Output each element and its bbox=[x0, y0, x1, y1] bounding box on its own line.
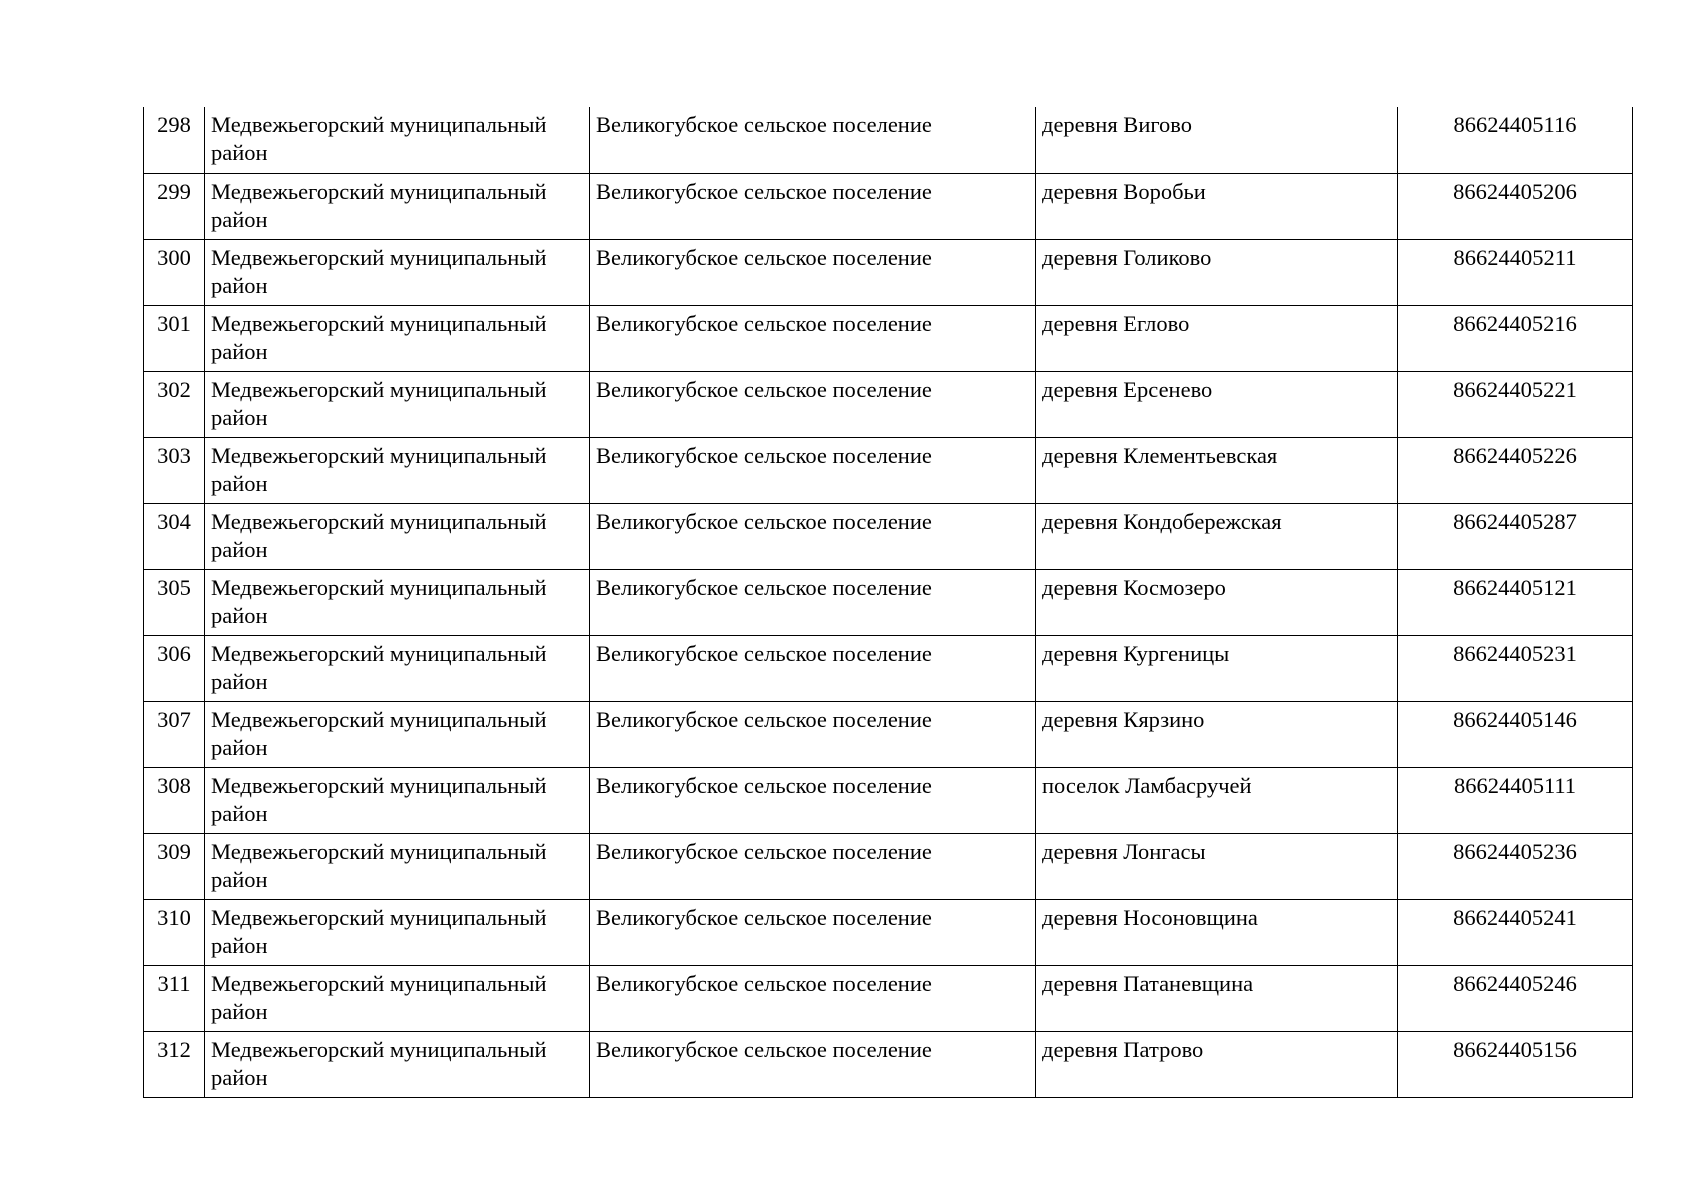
row-number-cell: 307 bbox=[144, 701, 205, 767]
district-cell: Медвежьегорский муниципальный район bbox=[205, 767, 590, 833]
district-cell: Медвежьегорский муниципальный район bbox=[205, 899, 590, 965]
row-number-cell: 304 bbox=[144, 503, 205, 569]
district-cell: Медвежьегорский муниципальный район bbox=[205, 173, 590, 239]
locality-cell: поселок Ламбасручей bbox=[1036, 767, 1398, 833]
table-body bbox=[144, 107, 1633, 1097]
district-cell: Медвежьегорский муниципальный район bbox=[205, 437, 590, 503]
settlement-cell: Великогубское сельское поселение bbox=[590, 239, 1036, 305]
row-number-cell: 305 bbox=[144, 569, 205, 635]
settlements-table bbox=[143, 107, 1633, 1098]
settlement-cell: Великогубское сельское поселение bbox=[590, 569, 1036, 635]
row-number-cell: 299 bbox=[144, 173, 205, 239]
table-row bbox=[144, 173, 1633, 239]
settlement-cell: Великогубское сельское поселение bbox=[590, 503, 1036, 569]
district-cell: Медвежьегорский муниципальный район bbox=[205, 635, 590, 701]
district-cell: Медвежьегорский муниципальный район bbox=[205, 833, 590, 899]
locality-cell: деревня Кярзино bbox=[1036, 701, 1398, 767]
oktmo-code-cell: 86624405287 bbox=[1398, 503, 1633, 569]
table-row bbox=[144, 965, 1633, 1031]
district-cell: Медвежьегорский муниципальный район bbox=[205, 305, 590, 371]
district-cell: Медвежьегорский муниципальный район bbox=[205, 371, 590, 437]
locality-cell: деревня Патрово bbox=[1036, 1031, 1398, 1097]
oktmo-code-cell: 86624405231 bbox=[1398, 635, 1633, 701]
row-number-cell: 301 bbox=[144, 305, 205, 371]
table-row bbox=[144, 899, 1633, 965]
oktmo-code-cell: 86624405156 bbox=[1398, 1031, 1633, 1097]
settlement-cell: Великогубское сельское поселение bbox=[590, 701, 1036, 767]
table-row bbox=[144, 305, 1633, 371]
table-row bbox=[144, 635, 1633, 701]
settlement-cell: Великогубское сельское поселение bbox=[590, 767, 1036, 833]
oktmo-code-cell: 86624405216 bbox=[1398, 305, 1633, 371]
oktmo-code-cell: 86624405226 bbox=[1398, 437, 1633, 503]
table-row bbox=[144, 1031, 1633, 1097]
settlement-cell: Великогубское сельское поселение bbox=[590, 899, 1036, 965]
table-row bbox=[144, 371, 1633, 437]
district-cell: Медвежьегорский муниципальный район bbox=[205, 965, 590, 1031]
oktmo-code-cell: 86624405236 bbox=[1398, 833, 1633, 899]
district-cell: Медвежьегорский муниципальный район bbox=[205, 1031, 590, 1097]
table-row bbox=[144, 767, 1633, 833]
table-row bbox=[144, 503, 1633, 569]
table-row bbox=[144, 701, 1633, 767]
row-number-cell: 306 bbox=[144, 635, 205, 701]
settlement-cell: Великогубское сельское поселение bbox=[590, 833, 1036, 899]
table-row bbox=[144, 437, 1633, 503]
oktmo-code-cell: 86624405111 bbox=[1398, 767, 1633, 833]
oktmo-code-cell: 86624405241 bbox=[1398, 899, 1633, 965]
settlement-cell: Великогубское сельское поселение bbox=[590, 305, 1036, 371]
table-row bbox=[144, 833, 1633, 899]
row-number-cell: 300 bbox=[144, 239, 205, 305]
row-number-cell: 302 bbox=[144, 371, 205, 437]
row-number-cell: 303 bbox=[144, 437, 205, 503]
oktmo-code-cell: 86624405206 bbox=[1398, 173, 1633, 239]
settlement-cell: Великогубское сельское поселение bbox=[590, 965, 1036, 1031]
table-row bbox=[144, 569, 1633, 635]
oktmo-code-cell: 86624405221 bbox=[1398, 371, 1633, 437]
settlement-cell: Великогубское сельское поселение bbox=[590, 371, 1036, 437]
oktmo-code-cell: 86624405146 bbox=[1398, 701, 1633, 767]
locality-cell: деревня Лонгасы bbox=[1036, 833, 1398, 899]
district-cell: Медвежьегорский муниципальный район bbox=[205, 701, 590, 767]
oktmo-code-cell: 86624405246 bbox=[1398, 965, 1633, 1031]
district-cell: Медвежьегорский муниципальный район bbox=[205, 503, 590, 569]
district-cell: Медвежьегорский муниципальный район bbox=[205, 569, 590, 635]
row-number-cell: 310 bbox=[144, 899, 205, 965]
row-number-cell: 312 bbox=[144, 1031, 205, 1097]
row-number-cell: 308 bbox=[144, 767, 205, 833]
oktmo-code-cell: 86624405121 bbox=[1398, 569, 1633, 635]
locality-cell: деревня Кургеницы bbox=[1036, 635, 1398, 701]
locality-cell: деревня Космозеро bbox=[1036, 569, 1398, 635]
row-number-cell: 311 bbox=[144, 965, 205, 1031]
settlement-cell: Великогубское сельское поселение bbox=[590, 635, 1036, 701]
locality-cell: деревня Воробьи bbox=[1036, 173, 1398, 239]
district-cell: Медвежьегорский муниципальный район bbox=[205, 107, 590, 173]
oktmo-code-cell: 86624405211 bbox=[1398, 239, 1633, 305]
district-cell: Медвежьегорский муниципальный район bbox=[205, 239, 590, 305]
locality-cell: деревня Ерсенево bbox=[1036, 371, 1398, 437]
locality-cell: деревня Кондобережская bbox=[1036, 503, 1398, 569]
table-row bbox=[144, 107, 1633, 173]
settlement-cell: Великогубское сельское поселение bbox=[590, 107, 1036, 173]
oktmo-code-cell: 86624405116 bbox=[1398, 107, 1633, 173]
settlement-cell: Великогубское сельское поселение bbox=[590, 437, 1036, 503]
locality-cell: деревня Носоновщина bbox=[1036, 899, 1398, 965]
table-row bbox=[144, 239, 1633, 305]
row-number-cell: 298 bbox=[144, 107, 205, 173]
locality-cell: деревня Вигово bbox=[1036, 107, 1398, 173]
locality-cell: деревня Клементьевская bbox=[1036, 437, 1398, 503]
row-number-cell: 309 bbox=[144, 833, 205, 899]
locality-cell: деревня Голиково bbox=[1036, 239, 1398, 305]
settlement-cell: Великогубское сельское поселение bbox=[590, 173, 1036, 239]
settlement-cell: Великогубское сельское поселение bbox=[590, 1031, 1036, 1097]
locality-cell: деревня Патаневщина bbox=[1036, 965, 1398, 1031]
locality-cell: деревня Еглово bbox=[1036, 305, 1398, 371]
